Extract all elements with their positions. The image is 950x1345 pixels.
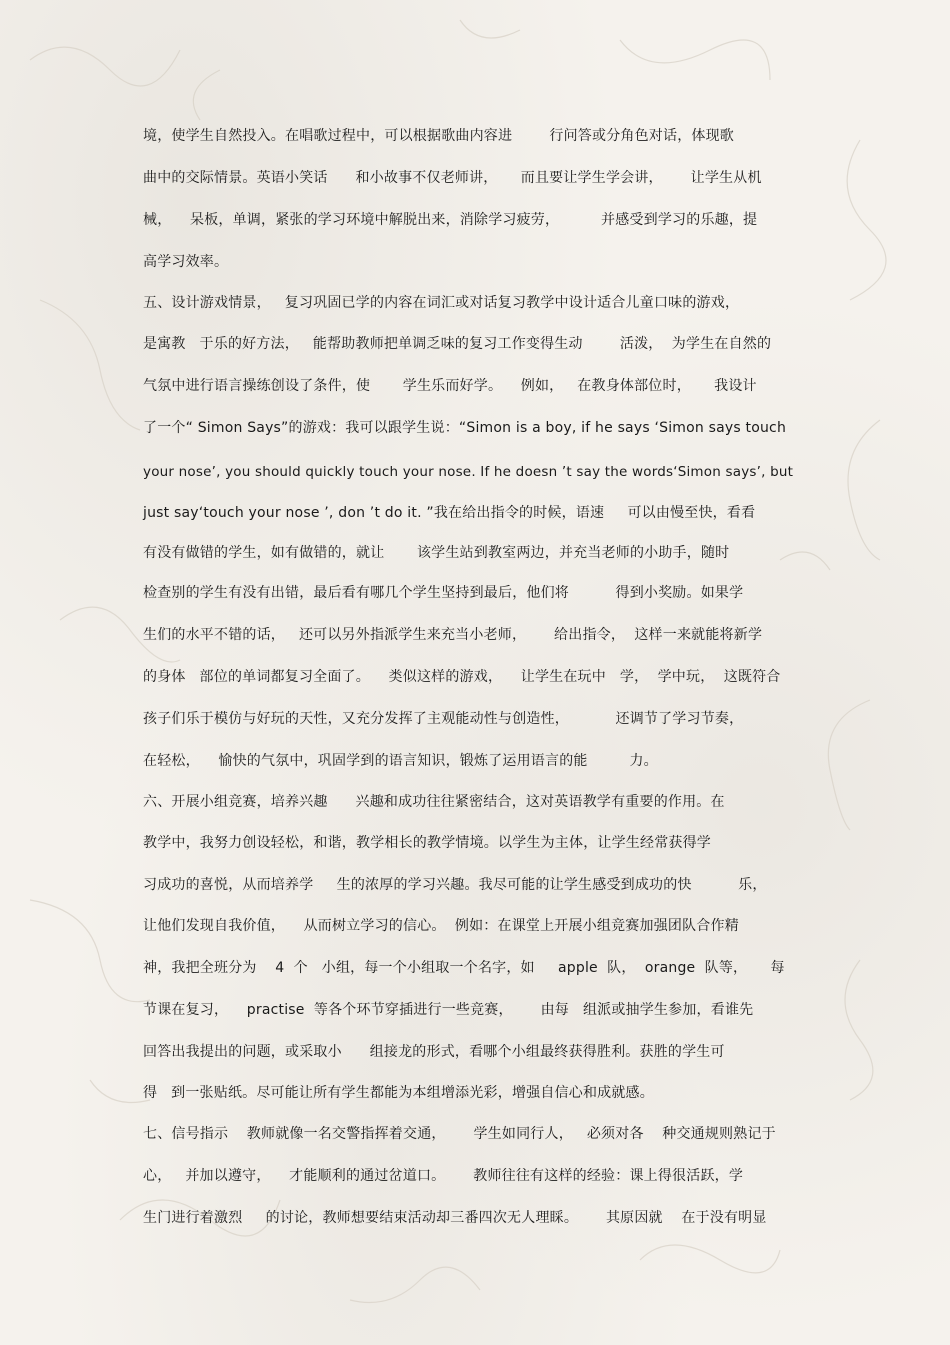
text-line: 习成功的喜悦，从而培养学 生的浓厚的学习兴趣。我尽可能的让学生感受到成功的快 乐， bbox=[143, 877, 767, 893]
text-line: 了一个“ Simon Says”的游戏：我可以跟学生说：“Simon is a boy, if he says ‘Simon says touch bbox=[143, 420, 787, 436]
section-heading-7: 七、信号指示 教师就像一名交警指挥着交通， 学生如同行人， 必须对各 种交通规则熟记于 bbox=[143, 1126, 776, 1142]
text-line: 生门进行着激烈 的讨论，教师想要结束活动却三番四次无人理睬。 其原因就 在于没有明显 bbox=[143, 1210, 767, 1226]
text-line: 境，使学生自然投入。在唱歌过程中，可以根据歌曲内容进 行问答或分角色对话，体现歌 bbox=[143, 128, 734, 144]
section-heading-6: 六、开展小组竞赛，培养兴趣 兴趣和成功往往紧密结合，这对英语教学有重要的作用。在 bbox=[143, 794, 725, 810]
text-line: 是寓教 于乐的好方法， 能帮助教师把单调乏味的复习工作变得生动 活泼， 为学生在自然的 bbox=[143, 336, 772, 352]
text-line: 在轻松， 愉快的气氛中，巩固学到的语言知识，锻炼了运用语言的能 力。 bbox=[143, 753, 658, 769]
text-line: 械， 呆板，单调，紧张的学习环境中解脱出来，消除学习疲劳， 并感受到学习的乐趣，提 bbox=[143, 212, 758, 228]
text-line: 的身体 部位的单词都复习全面了。 类似这样的游戏， 让学生在玩中 学， 学中玩， 这既符合 bbox=[143, 669, 781, 685]
text-line: 高学习效率。 bbox=[143, 254, 229, 270]
section-heading-5: 五、设计游戏情景， 复习巩固已学的内容在词汇或对话复习教学中设计适合儿童口味的游戏， bbox=[143, 295, 740, 311]
text-line: your nose’, you should quickly touch your nose. If he doesn ’t say the words‘Simon says’, but bbox=[143, 464, 794, 480]
text-line: 回答出我提出的问题，或采取小 组接龙的形式，看哪个小组最终获得胜利。获胜的学生可 bbox=[143, 1044, 725, 1060]
text-line: 曲中的交际情景。英语小笑话 和小故事不仅老师讲， 而且要让学生学会讲， 让学生从机 bbox=[143, 170, 762, 186]
text-line: 节课在复习， practise 等各个环节穿插进行一些竞赛， 由每 组派或抽学生参加，看谁先 bbox=[143, 1002, 754, 1018]
text-line: 心， 并加以遵守， 才能顺利的通过岔道口。 教师往往有这样的经验：课上得很活跃，学 bbox=[143, 1168, 744, 1184]
text-line: 教学中，我努力创设轻松，和谐，教学相长的教学情境。以学生为主体，让学生经常获得学 bbox=[143, 835, 711, 851]
text-line: 孩子们乐于模仿与好玩的天性，又充分发挥了主观能动性与创造性， 还调节了学习节奏， bbox=[143, 711, 744, 727]
text-line: 生们的水平不错的话， 还可以另外指派学生来充当小老师， 给出指令， 这样一来就能将新学 bbox=[143, 627, 763, 643]
text-line: just say‘touch your nose ’, don ’t do it. ”我在给出指令的时候，语速 可以由慢至快，看看 bbox=[143, 505, 756, 521]
text-line: 气氛中进行语言操练创设了条件，使 学生乐而好学。 例如， 在教身体部位时， 我设计 bbox=[143, 378, 757, 394]
text-line: 有没有做错的学生，如有做错的，就让 该学生站到教室两边，并充当老师的小助手，随时 bbox=[143, 545, 730, 561]
text-line: 检查别的学生有没有出错，最后看有哪几个学生坚持到最后，他们将 得到小奖励。如果学 bbox=[143, 585, 744, 601]
text-line: 得 到一张贴纸。尽可能让所有学生都能为本组增添光彩，增强自信心和成就感。 bbox=[143, 1085, 654, 1101]
text-line: 神，我把全班分为 4 个 小组，每一个小组取一个名字，如 apple 队， orange 队等， 每 bbox=[143, 960, 785, 976]
text-line: 让他们发现自我价值， 从而树立学习的信心。 例如：在课堂上开展小组竞赛加强团队合作精 bbox=[143, 918, 739, 934]
